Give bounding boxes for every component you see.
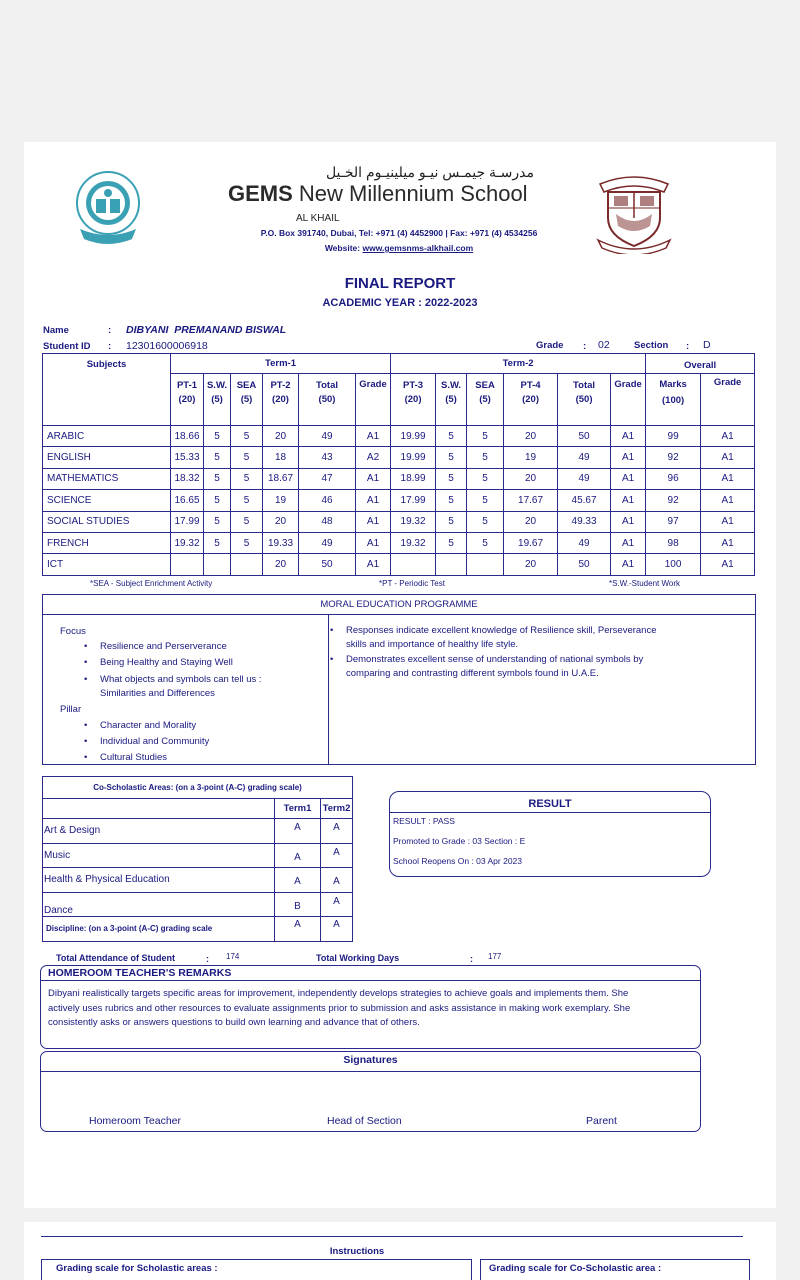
term2-grade: A1 [611,532,646,553]
pt1-value: 19.32 [171,532,204,553]
working-days-colon: : [470,954,473,964]
overall-grade: A1 [701,468,755,489]
focus-item-continued: Similarities and Differences [100,688,215,699]
pt4-value: 20 [504,426,558,447]
pt2-value: 19 [263,490,299,511]
section-colon: : [686,341,690,352]
co-term2-grade: A [321,819,353,844]
co-term2-grade: A [321,868,353,893]
table-row [43,468,755,489]
pt4-value: 20 [504,554,558,575]
term1-total: 50 [299,554,356,575]
sea-value: 5 [231,490,263,511]
term1-total: 47 [299,468,356,489]
table-row [43,447,755,468]
term2-total: 50 [558,554,611,575]
instructions-title: Instructions [329,1246,385,1257]
sw-value: 5 [204,447,231,468]
term2-grade: A1 [611,468,646,489]
website-label: Website: [324,243,361,253]
subject-name: SCIENCE [43,490,171,511]
overall-marks: 96 [646,468,701,489]
subject-name: SOCIAL STUDIES [43,511,171,532]
attendance-colon: : [206,954,209,964]
pt3-value: 19.32 [391,532,436,553]
subject-name: FRENCH [43,532,171,553]
signatures-title: Signatures [41,1052,700,1072]
instructions-divider [41,1236,743,1237]
student-id-label: Student ID [43,341,91,352]
focus-item: • What objects and symbols can tell us : [100,674,262,685]
sw-value: 5 [204,468,231,489]
sea-value: 5 [231,468,263,489]
sea-value: 5 [467,532,504,553]
co-scholastic-table [42,776,353,942]
term1-grade: A1 [356,490,391,511]
moral-remark-continued: skills and importance of healthy life style. [346,639,519,650]
pt1-header: PT-1 (20) [171,374,204,426]
teacher-remarks-text: Dibyani realistically targets specific areas for improvement, independently develops strategies to achieve goals and implements them. She actively uses rubrics and other resources to evaluate assignments prior to submission and asks assistance in making work exemplary. She consistently asks or answers questions to build own learning and advance that of others. [48,988,631,1029]
sw-value: 5 [436,468,467,489]
pt2-value: 18.67 [263,468,299,489]
scholastic-marks-table [42,353,755,576]
overall-marks: 99 [646,426,701,447]
term2-grade: A1 [611,426,646,447]
term1-grade: A1 [356,511,391,532]
term1-grade: A1 [356,426,391,447]
table-row [43,532,755,553]
result-title: RESULT [390,792,710,813]
pt3-value: 18.99 [391,468,436,489]
grade-label: Grade [536,340,564,351]
report-page-2 [24,1222,776,1280]
pt1-value: 18.66 [171,426,204,447]
section-value: D [703,339,711,351]
sea-value: 5 [467,426,504,447]
subjects-header: Subjects [43,354,171,426]
term2-grade: A1 [611,490,646,511]
term1-total: 43 [299,447,356,468]
pt1-value: 15.33 [171,447,204,468]
moral-remark-continued: comparing and contrasting different symbols found in U.A.E. [346,668,599,679]
parent-signature: Parent [586,1115,617,1127]
attendance-value: 174 [226,952,240,961]
promotion-info: Promoted to Grade : 03 Section : E [393,836,526,846]
sw-value: 5 [204,490,231,511]
pt3-value: 17.99 [391,490,436,511]
pt3-value: 19.99 [391,426,436,447]
discipline-term1: A [275,917,321,942]
marks-header: Marks (100) [646,374,701,426]
discipline-label: Discipline: (on a 3-point (A-C) grading scale [43,917,275,942]
subject-name: ARABIC [43,426,171,447]
school-name [228,181,528,207]
sea-value [231,554,263,575]
arabic-school-name: مدرسـة جيمـس نيـو ميلينيـوم الخـيل [325,164,534,180]
attendance-label: Total Attendance of Student [56,953,175,963]
moral-remark: • Responses indicate excellent knowledge of Resilience skill, Perseverance [346,625,657,636]
co-scholastic-row [43,868,353,893]
co-area: Dance [43,892,275,917]
sea-value: 5 [467,447,504,468]
pt2-header: PT-2 (20) [263,374,299,426]
grade-colon: : [583,341,587,352]
co-term1-grade: A [275,868,321,893]
sea-value: 5 [231,426,263,447]
student-name: DIBYANI PREMANAND BISWAL [126,324,287,336]
focus-label: Focus [60,626,86,637]
overall-marks: 92 [646,447,701,468]
pillar-label: Pillar [60,704,82,715]
homeroom-teacher-signature: Homeroom Teacher [89,1115,182,1127]
term1-header: Term-1 [171,354,391,374]
moral-education-title: MORAL EDUCATION PROGRAMME [43,595,755,615]
term2-total: 45.67 [558,490,611,511]
sw-value: 5 [204,511,231,532]
grade-header: Grade [611,374,646,426]
pt4-value: 19 [504,447,558,468]
co-scholastic-row [43,819,353,844]
pt1-value [171,554,204,575]
sw-value: 5 [436,511,467,532]
working-days-label: Total Working Days [316,953,400,963]
overall-header: Overall [646,354,755,374]
scholastic-grading-scale: Grading scale for Scholastic areas : [41,1259,472,1280]
term2-total: 49.33 [558,511,611,532]
school-reopen-date: School Reopens On : 03 Apr 2023 [393,856,523,866]
pt1-value: 18.32 [171,468,204,489]
co-scholastic-grading-scale: Grading scale for Co-Scholastic area : [480,1259,750,1280]
sw-value: 5 [436,532,467,553]
co-scholastic-title: Co-Scholastic Areas: (on a 3-point (A-C) grading scale) [43,777,353,799]
co-scholastic-row [43,843,353,868]
school-crest-icon [594,170,674,254]
sw-value [436,554,467,575]
term1-total: 49 [299,426,356,447]
term1-grade: A1 [356,554,391,575]
focus-item: • Being Healthy and Staying Well [100,657,233,668]
overall-grade: A1 [701,532,755,553]
pt1-value: 16.65 [171,490,204,511]
sw-value: 5 [204,532,231,553]
term2-header: Term-2 [391,354,646,374]
result-box [389,791,711,877]
sw-value: 5 [436,490,467,511]
total-header: Total (50) [299,374,356,426]
report-page-1 [24,142,776,1208]
sw-value: 5 [436,426,467,447]
student-id-colon: : [108,341,112,352]
co-term2-grade: A [321,843,353,868]
total-header: Total (50) [558,374,611,426]
term2-total: 49 [558,447,611,468]
pt2-value: 20 [263,426,299,447]
overall-marks: 92 [646,490,701,511]
sw-header: S.W. (5) [436,374,467,426]
term2-total: 49 [558,532,611,553]
overall-marks: 100 [646,554,701,575]
term1-total: 49 [299,532,356,553]
teacher-remarks-title: HOMEROOM TEACHER'S REMARKS [41,966,700,981]
pt2-value: 20 [263,554,299,575]
pt4-value: 20 [504,511,558,532]
co-scholastic-header-blank [43,799,275,819]
subject-name: MATHEMATICS [43,468,171,489]
term2-grade: A1 [611,447,646,468]
footnote-sea: *SEA - Subject Enrichment Activity [90,579,213,588]
overall-grade: A1 [701,490,755,511]
grade-value: 02 [598,339,610,351]
co-term2-grade: A [321,892,353,917]
co-term1-grade: A [275,819,321,844]
co-term1-header: Term1 [275,799,321,819]
sea-value: 5 [231,447,263,468]
name-colon: : [108,325,112,336]
term2-grade: A1 [611,511,646,532]
moral-focus-pillars [43,615,329,764]
moral-remark: • Demonstrates excellent sense of understanding of national symbols by [346,654,643,665]
sw-header: S.W. (5) [204,374,231,426]
pt1-value: 17.99 [171,511,204,532]
pt2-value: 19.33 [263,532,299,553]
table-row [43,511,755,532]
school-name-brand: GEMS [228,181,293,206]
pillar-item: • Character and Morality [100,720,196,731]
term1-grade: A1 [356,532,391,553]
focus-item: • Resilience and Perserverance [100,641,227,652]
table-row [43,426,755,447]
subject-name: ENGLISH [43,447,171,468]
sea-value: 5 [231,532,263,553]
term1-total: 48 [299,511,356,532]
subject-name: ICT [43,554,171,575]
co-area: Health & Physical Education [43,868,275,893]
table-row [43,554,755,575]
co-term2-header: Term2 [321,799,353,819]
teacher-remarks-box [40,965,701,1049]
school-website [179,243,619,253]
overall-grade: A1 [701,447,755,468]
footnote-sw: *S.W.-Student Work [609,579,680,588]
sea-value: 5 [467,468,504,489]
pt2-value: 20 [263,511,299,532]
co-area: Art & Design [43,819,275,844]
pt3-value [391,554,436,575]
working-days-value: 177 [488,952,502,961]
sea-value: 5 [467,511,504,532]
sea-header: SEA (5) [231,374,263,426]
sea-value: 5 [231,511,263,532]
website-link[interactable]: www.gemsnms-alkhail.com [362,243,474,253]
name-label: Name [43,325,69,336]
moral-remarks [331,615,755,764]
sea-header: SEA (5) [467,374,504,426]
sea-value: 5 [467,490,504,511]
sea-value [467,554,504,575]
term2-total: 49 [558,468,611,489]
sw-value [204,554,231,575]
signatures-box [40,1051,701,1132]
pt3-value: 19.32 [391,511,436,532]
co-term1-grade: B [275,892,321,917]
pt4-value: 19.67 [504,532,558,553]
campus-name: AL KHAIL [296,213,340,224]
overall-marks: 97 [646,511,701,532]
co-area: Music [43,843,275,868]
pillar-item: • Cultural Studies [100,752,167,763]
overall-grade: A1 [701,426,755,447]
grade-header: Grade [356,374,391,426]
section-label: Section [634,340,669,351]
co-term1-grade: A [275,843,321,868]
overall-marks: 98 [646,532,701,553]
cbse-logo-icon [72,169,144,249]
discipline-term2: A [321,917,353,942]
moral-education-box [42,594,756,765]
term1-total: 46 [299,490,356,511]
student-id: 12301600006918 [126,340,208,352]
school-address: P.O. Box 391740, Dubai, Tel: +971 (4) 4452900 | Fax: +971 (4) 4534256 [260,228,538,238]
co-scholastic-row [43,892,353,917]
term1-grade: A1 [356,468,391,489]
sw-value: 5 [436,447,467,468]
footnote-pt: *PT - Periodic Test [379,579,445,588]
discipline-row [43,917,353,942]
report-title: FINAL REPORT [344,275,456,292]
pt3-header: PT-3 (20) [391,374,436,426]
table-row [43,490,755,511]
term1-grade: A2 [356,447,391,468]
overall-grade: A1 [701,511,755,532]
pt4-value: 20 [504,468,558,489]
head-of-section-signature: Head of Section [327,1115,402,1127]
term2-grade: A1 [611,554,646,575]
term2-total: 50 [558,426,611,447]
overall-grade: A1 [701,554,755,575]
pt2-value: 18 [263,447,299,468]
pt4-value: 17.67 [504,490,558,511]
pt3-value: 19.99 [391,447,436,468]
overall-grade-header: Grade [701,374,755,426]
academic-year: ACADEMIC YEAR : 2022-2023 [322,297,478,309]
result-status: RESULT : PASS [393,816,455,826]
pillar-item: • Individual and Community [100,736,209,747]
sw-value: 5 [204,426,231,447]
pt4-header: PT-4 (20) [504,374,558,426]
school-name-rest: New Millennium School [298,181,528,206]
